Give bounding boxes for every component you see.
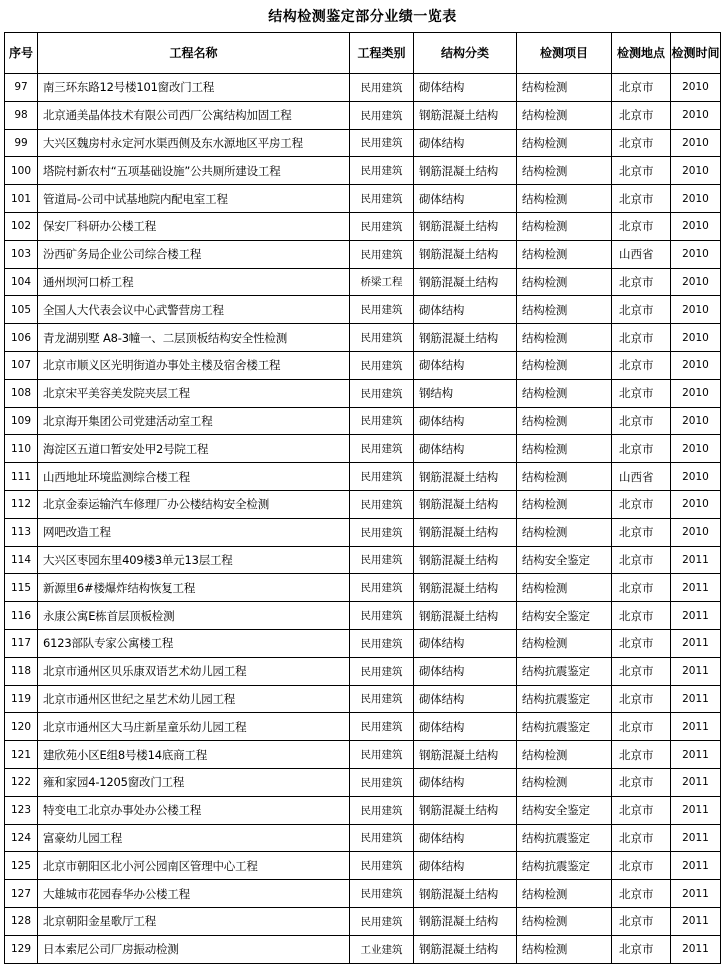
table-row bbox=[5, 657, 721, 685]
header-time: 检测时间 bbox=[671, 33, 721, 74]
cell-no: 101 bbox=[5, 185, 38, 213]
cell-test-item: 结构检测 bbox=[517, 101, 612, 129]
cell-location: 北京市 bbox=[612, 101, 671, 129]
header-structure: 结构分类 bbox=[414, 33, 517, 74]
table-row bbox=[5, 351, 721, 379]
cell-structure-type: 砌体结构 bbox=[414, 74, 517, 102]
cell-project-type: 民用建筑 bbox=[350, 157, 414, 185]
cell-test-item: 结构检测 bbox=[517, 907, 612, 935]
cell-no: 125 bbox=[5, 852, 38, 880]
cell-project-name: 大雄城市花园春华办公楼工程 bbox=[38, 880, 350, 908]
cell-structure-type: 钢筋混凝土结构 bbox=[414, 490, 517, 518]
cell-location: 北京市 bbox=[612, 435, 671, 463]
cell-structure-type: 钢筋混凝土结构 bbox=[414, 546, 517, 574]
page-title: 结构检测鉴定部分业绩一览表 bbox=[268, 9, 457, 25]
cell-location: 北京市 bbox=[612, 768, 671, 796]
cell-no: 111 bbox=[5, 463, 38, 491]
cell-location: 北京市 bbox=[612, 824, 671, 852]
cell-year: 2011 bbox=[671, 657, 721, 685]
cell-year: 2010 bbox=[671, 379, 721, 407]
cell-project-type: 工业建筑 bbox=[350, 935, 414, 963]
cell-test-item: 结构检测 bbox=[517, 407, 612, 435]
cell-project-name: 北京市通州区贝乐康双语艺术幼儿园工程 bbox=[38, 657, 350, 685]
cell-structure-type: 砌体结构 bbox=[414, 351, 517, 379]
cell-project-type: 民用建筑 bbox=[350, 824, 414, 852]
table-row bbox=[5, 713, 721, 741]
cell-year: 2010 bbox=[671, 129, 721, 157]
cell-test-item: 结构检测 bbox=[517, 74, 612, 102]
cell-no: 104 bbox=[5, 268, 38, 296]
table-row bbox=[5, 852, 721, 880]
cell-year: 2011 bbox=[671, 629, 721, 657]
cell-test-item: 结构抗震鉴定 bbox=[517, 657, 612, 685]
cell-location: 北京市 bbox=[612, 546, 671, 574]
cell-structure-type: 砌体结构 bbox=[414, 824, 517, 852]
table-row bbox=[5, 296, 721, 324]
cell-year: 2010 bbox=[671, 268, 721, 296]
table-row bbox=[5, 880, 721, 908]
cell-no: 109 bbox=[5, 407, 38, 435]
cell-year: 2011 bbox=[671, 907, 721, 935]
cell-test-item: 结构检测 bbox=[517, 490, 612, 518]
cell-project-name: 大兴区魏房村永定河水渠西侧及东水源地区平房工程 bbox=[38, 129, 350, 157]
cell-project-type: 民用建筑 bbox=[350, 657, 414, 685]
cell-year: 2010 bbox=[671, 435, 721, 463]
cell-location: 北京市 bbox=[612, 629, 671, 657]
cell-location: 北京市 bbox=[612, 657, 671, 685]
cell-project-name: 青龙湖别墅 A8-3幢一、二层顶板结构安全性检测 bbox=[38, 324, 350, 352]
cell-location: 北京市 bbox=[612, 741, 671, 769]
cell-year: 2010 bbox=[671, 101, 721, 129]
header-name: 工程名称 bbox=[38, 33, 350, 74]
cell-location: 北京市 bbox=[612, 129, 671, 157]
cell-no: 98 bbox=[5, 101, 38, 129]
table-row bbox=[5, 435, 721, 463]
cell-project-name: 北京市朝阳区北小河公园南区管理中心工程 bbox=[38, 852, 350, 880]
table-row bbox=[5, 685, 721, 713]
cell-year: 2010 bbox=[671, 407, 721, 435]
cell-location: 北京市 bbox=[612, 490, 671, 518]
table-row bbox=[5, 157, 721, 185]
table-row bbox=[5, 546, 721, 574]
cell-structure-type: 钢筋混凝土结构 bbox=[414, 741, 517, 769]
cell-project-name: 全国人大代表会议中心武警营房工程 bbox=[38, 296, 350, 324]
cell-no: 116 bbox=[5, 602, 38, 630]
table-row bbox=[5, 268, 721, 296]
cell-project-type: 民用建筑 bbox=[350, 351, 414, 379]
cell-project-type: 民用建筑 bbox=[350, 685, 414, 713]
cell-structure-type: 钢筋混凝土结构 bbox=[414, 157, 517, 185]
cell-structure-type: 砌体结构 bbox=[414, 407, 517, 435]
cell-project-type: 民用建筑 bbox=[350, 768, 414, 796]
cell-project-name: 永康公寓E栋首层顶板检测 bbox=[38, 602, 350, 630]
cell-year: 2010 bbox=[671, 463, 721, 491]
cell-location: 北京市 bbox=[612, 880, 671, 908]
table-row bbox=[5, 574, 721, 602]
cell-project-type: 民用建筑 bbox=[350, 129, 414, 157]
cell-no: 113 bbox=[5, 518, 38, 546]
cell-project-name: 北京通美晶体技术有限公司西厂公寓结构加固工程 bbox=[38, 101, 350, 129]
cell-no: 120 bbox=[5, 713, 38, 741]
cell-test-item: 结构抗震鉴定 bbox=[517, 685, 612, 713]
cell-structure-type: 钢筋混凝土结构 bbox=[414, 880, 517, 908]
table-row bbox=[5, 379, 721, 407]
cell-year: 2010 bbox=[671, 240, 721, 268]
header-no: 序号 bbox=[5, 33, 38, 74]
cell-project-name: 北京海开集团公司党建活动室工程 bbox=[38, 407, 350, 435]
cell-year: 2011 bbox=[671, 741, 721, 769]
cell-project-type: 民用建筑 bbox=[350, 574, 414, 602]
table-row bbox=[5, 240, 721, 268]
cell-project-type: 民用建筑 bbox=[350, 379, 414, 407]
cell-project-type: 民用建筑 bbox=[350, 741, 414, 769]
cell-project-name: 北京宋平美容美发院夹层工程 bbox=[38, 379, 350, 407]
cell-year: 2010 bbox=[671, 212, 721, 240]
cell-location: 北京市 bbox=[612, 685, 671, 713]
cell-location: 北京市 bbox=[612, 602, 671, 630]
cell-project-name: 新源里6#楼爆炸结构恢复工程 bbox=[38, 574, 350, 602]
cell-location: 北京市 bbox=[612, 185, 671, 213]
cell-project-name: 特变电工北京办事处办公楼工程 bbox=[38, 796, 350, 824]
cell-project-name: 南三环东路12号楼101窗改门工程 bbox=[38, 74, 350, 102]
cell-test-item: 结构抗震鉴定 bbox=[517, 852, 612, 880]
cell-project-name: 建欣苑小区E组8号楼14底商工程 bbox=[38, 741, 350, 769]
cell-test-item: 结构检测 bbox=[517, 268, 612, 296]
cell-project-type: 民用建筑 bbox=[350, 463, 414, 491]
cell-structure-type: 钢筋混凝土结构 bbox=[414, 463, 517, 491]
cell-year: 2011 bbox=[671, 768, 721, 796]
cell-project-type: 民用建筑 bbox=[350, 324, 414, 352]
cell-structure-type: 砌体结构 bbox=[414, 435, 517, 463]
cell-test-item: 结构检测 bbox=[517, 629, 612, 657]
cell-structure-type: 砌体结构 bbox=[414, 685, 517, 713]
table-row bbox=[5, 324, 721, 352]
cell-test-item: 结构检测 bbox=[517, 935, 612, 963]
cell-structure-type: 钢筋混凝土结构 bbox=[414, 935, 517, 963]
cell-test-item: 结构安全鉴定 bbox=[517, 602, 612, 630]
cell-project-name: 北京市通州区世纪之星艺术幼儿园工程 bbox=[38, 685, 350, 713]
cell-no: 121 bbox=[5, 741, 38, 769]
cell-year: 2011 bbox=[671, 824, 721, 852]
header-location: 检测地点 bbox=[612, 33, 671, 74]
cell-project-name: 雍和家园4-1205窗改门工程 bbox=[38, 768, 350, 796]
cell-test-item: 结构检测 bbox=[517, 435, 612, 463]
cell-year: 2010 bbox=[671, 185, 721, 213]
cell-location: 山西省 bbox=[612, 463, 671, 491]
cell-structure-type: 砌体结构 bbox=[414, 629, 517, 657]
cell-test-item: 结构安全鉴定 bbox=[517, 546, 612, 574]
cell-structure-type: 钢筋混凝土结构 bbox=[414, 240, 517, 268]
cell-test-item: 结构安全鉴定 bbox=[517, 796, 612, 824]
cell-no: 108 bbox=[5, 379, 38, 407]
table-row bbox=[5, 768, 721, 796]
cell-no: 107 bbox=[5, 351, 38, 379]
cell-test-item: 结构检测 bbox=[517, 768, 612, 796]
cell-year: 2011 bbox=[671, 935, 721, 963]
cell-year: 2010 bbox=[671, 157, 721, 185]
cell-structure-type: 钢筋混凝土结构 bbox=[414, 101, 517, 129]
cell-project-type: 民用建筑 bbox=[350, 713, 414, 741]
cell-year: 2010 bbox=[671, 324, 721, 352]
cell-structure-type: 钢筋混凝土结构 bbox=[414, 907, 517, 935]
cell-no: 117 bbox=[5, 629, 38, 657]
cell-location: 北京市 bbox=[612, 212, 671, 240]
cell-no: 105 bbox=[5, 296, 38, 324]
cell-project-name: 保安厂科研办公楼工程 bbox=[38, 212, 350, 240]
cell-no: 119 bbox=[5, 685, 38, 713]
cell-structure-type: 砌体结构 bbox=[414, 657, 517, 685]
cell-no: 114 bbox=[5, 546, 38, 574]
cell-test-item: 结构检测 bbox=[517, 463, 612, 491]
table-row bbox=[5, 74, 721, 102]
cell-location: 北京市 bbox=[612, 157, 671, 185]
cell-test-item: 结构抗震鉴定 bbox=[517, 713, 612, 741]
cell-project-name: 管道局-公司中试基地院内配电室工程 bbox=[38, 185, 350, 213]
cell-test-item: 结构检测 bbox=[517, 240, 612, 268]
cell-project-name: 海淀区五道口暂安处甲2号院工程 bbox=[38, 435, 350, 463]
cell-structure-type: 砌体结构 bbox=[414, 768, 517, 796]
cell-test-item: 结构检测 bbox=[517, 379, 612, 407]
cell-year: 2011 bbox=[671, 880, 721, 908]
header-type: 工程类别 bbox=[350, 33, 414, 74]
cell-project-name: 北京市通州区大马庄新星童乐幼儿园工程 bbox=[38, 713, 350, 741]
cell-structure-type: 钢筋混凝土结构 bbox=[414, 212, 517, 240]
cell-year: 2010 bbox=[671, 296, 721, 324]
cell-structure-type: 钢结构 bbox=[414, 379, 517, 407]
cell-project-type: 民用建筑 bbox=[350, 852, 414, 880]
cell-test-item: 结构检测 bbox=[517, 574, 612, 602]
table-row bbox=[5, 185, 721, 213]
table-row bbox=[5, 796, 721, 824]
cell-structure-type: 砌体结构 bbox=[414, 713, 517, 741]
cell-test-item: 结构检测 bbox=[517, 518, 612, 546]
cell-project-name: 山西地址环境监测综合楼工程 bbox=[38, 463, 350, 491]
cell-no: 99 bbox=[5, 129, 38, 157]
cell-structure-type: 钢筋混凝土结构 bbox=[414, 518, 517, 546]
cell-location: 北京市 bbox=[612, 74, 671, 102]
cell-structure-type: 钢筋混凝土结构 bbox=[414, 574, 517, 602]
cell-project-name: 网吧改造工程 bbox=[38, 518, 350, 546]
cell-no: 118 bbox=[5, 657, 38, 685]
cell-year: 2010 bbox=[671, 351, 721, 379]
cell-project-type: 民用建筑 bbox=[350, 546, 414, 574]
cell-structure-type: 砌体结构 bbox=[414, 129, 517, 157]
table-row bbox=[5, 518, 721, 546]
cell-location: 北京市 bbox=[612, 379, 671, 407]
cell-test-item: 结构抗震鉴定 bbox=[517, 824, 612, 852]
cell-year: 2011 bbox=[671, 713, 721, 741]
table-row bbox=[5, 629, 721, 657]
cell-no: 100 bbox=[5, 157, 38, 185]
cell-structure-type: 钢筋混凝土结构 bbox=[414, 796, 517, 824]
cell-test-item: 结构检测 bbox=[517, 880, 612, 908]
cell-location: 北京市 bbox=[612, 324, 671, 352]
cell-location: 山西省 bbox=[612, 240, 671, 268]
cell-project-type: 民用建筑 bbox=[350, 185, 414, 213]
cell-project-name: 北京市顺义区光明街道办事处主楼及宿舍楼工程 bbox=[38, 351, 350, 379]
cell-location: 北京市 bbox=[612, 935, 671, 963]
cell-no: 112 bbox=[5, 490, 38, 518]
cell-test-item: 结构检测 bbox=[517, 741, 612, 769]
cell-year: 2011 bbox=[671, 796, 721, 824]
table-row bbox=[5, 463, 721, 491]
cell-location: 北京市 bbox=[612, 574, 671, 602]
cell-no: 115 bbox=[5, 574, 38, 602]
cell-project-type: 民用建筑 bbox=[350, 296, 414, 324]
cell-no: 122 bbox=[5, 768, 38, 796]
cell-project-type: 民用建筑 bbox=[350, 490, 414, 518]
cell-structure-type: 砌体结构 bbox=[414, 185, 517, 213]
cell-location: 北京市 bbox=[612, 296, 671, 324]
cell-structure-type: 钢筋混凝土结构 bbox=[414, 602, 517, 630]
cell-project-type: 民用建筑 bbox=[350, 602, 414, 630]
cell-location: 北京市 bbox=[612, 268, 671, 296]
cell-project-name: 北京金泰运输汽车修理厂办公楼结构安全检测 bbox=[38, 490, 350, 518]
table-row bbox=[5, 129, 721, 157]
cell-project-type: 民用建筑 bbox=[350, 101, 414, 129]
cell-location: 北京市 bbox=[612, 713, 671, 741]
table-row bbox=[5, 602, 721, 630]
cell-structure-type: 钢筋混凝土结构 bbox=[414, 324, 517, 352]
cell-test-item: 结构检测 bbox=[517, 351, 612, 379]
cell-project-name: 日本索尼公司厂房振动检测 bbox=[38, 935, 350, 963]
table-row bbox=[5, 407, 721, 435]
cell-project-name: 通州坝河口桥工程 bbox=[38, 268, 350, 296]
cell-location: 北京市 bbox=[612, 518, 671, 546]
cell-test-item: 结构检测 bbox=[517, 185, 612, 213]
table-row bbox=[5, 824, 721, 852]
cell-project-type: 民用建筑 bbox=[350, 796, 414, 824]
cell-project-type: 民用建筑 bbox=[350, 407, 414, 435]
cell-test-item: 结构检测 bbox=[517, 212, 612, 240]
cell-no: 110 bbox=[5, 435, 38, 463]
cell-structure-type: 钢筋混凝土结构 bbox=[414, 268, 517, 296]
cell-year: 2010 bbox=[671, 518, 721, 546]
cell-project-name: 6123部队专家公寓楼工程 bbox=[38, 629, 350, 657]
cell-project-type: 民用建筑 bbox=[350, 74, 414, 102]
cell-project-name: 大兴区枣园东里409楼3单元13层工程 bbox=[38, 546, 350, 574]
cell-no: 127 bbox=[5, 880, 38, 908]
table-row bbox=[5, 741, 721, 769]
cell-project-name: 富豪幼儿园工程 bbox=[38, 824, 350, 852]
cell-project-type: 民用建筑 bbox=[350, 212, 414, 240]
cell-test-item: 结构检测 bbox=[517, 129, 612, 157]
cell-location: 北京市 bbox=[612, 907, 671, 935]
cell-year: 2011 bbox=[671, 546, 721, 574]
cell-no: 129 bbox=[5, 935, 38, 963]
cell-project-type: 民用建筑 bbox=[350, 435, 414, 463]
cell-location: 北京市 bbox=[612, 796, 671, 824]
cell-no: 97 bbox=[5, 74, 38, 102]
cell-project-type: 民用建筑 bbox=[350, 907, 414, 935]
cell-year: 2011 bbox=[671, 852, 721, 880]
cell-test-item: 结构检测 bbox=[517, 296, 612, 324]
cell-structure-type: 砌体结构 bbox=[414, 296, 517, 324]
cell-project-name: 汾西矿务局企业公司综合楼工程 bbox=[38, 240, 350, 268]
table-row bbox=[5, 935, 721, 963]
cell-project-type: 民用建筑 bbox=[350, 629, 414, 657]
cell-year: 2010 bbox=[671, 490, 721, 518]
cell-test-item: 结构检测 bbox=[517, 157, 612, 185]
table-header-row bbox=[5, 33, 721, 74]
cell-location: 北京市 bbox=[612, 351, 671, 379]
header-item: 检测项目 bbox=[517, 33, 612, 74]
cell-no: 102 bbox=[5, 212, 38, 240]
cell-no: 128 bbox=[5, 907, 38, 935]
cell-project-type: 民用建筑 bbox=[350, 518, 414, 546]
cell-no: 103 bbox=[5, 240, 38, 268]
cell-project-type: 民用建筑 bbox=[350, 240, 414, 268]
cell-project-name: 北京朝阳金星歌厅工程 bbox=[38, 907, 350, 935]
cell-project-name: 塔院村新农村“五项基础设施”公共厕所建设工程 bbox=[38, 157, 350, 185]
cell-year: 2011 bbox=[671, 574, 721, 602]
cell-test-item: 结构检测 bbox=[517, 324, 612, 352]
cell-project-type: 民用建筑 bbox=[350, 880, 414, 908]
cell-location: 北京市 bbox=[612, 852, 671, 880]
cell-structure-type: 砌体结构 bbox=[414, 852, 517, 880]
cell-year: 2010 bbox=[671, 74, 721, 102]
cell-year: 2011 bbox=[671, 602, 721, 630]
cell-location: 北京市 bbox=[612, 407, 671, 435]
cell-no: 106 bbox=[5, 324, 38, 352]
table-row bbox=[5, 101, 721, 129]
cell-project-type: 桥梁工程 bbox=[350, 268, 414, 296]
table-row bbox=[5, 490, 721, 518]
cell-no: 124 bbox=[5, 824, 38, 852]
table-row bbox=[5, 907, 721, 935]
cell-year: 2011 bbox=[671, 685, 721, 713]
performance-table bbox=[4, 32, 721, 964]
table-row bbox=[5, 212, 721, 240]
cell-no: 123 bbox=[5, 796, 38, 824]
